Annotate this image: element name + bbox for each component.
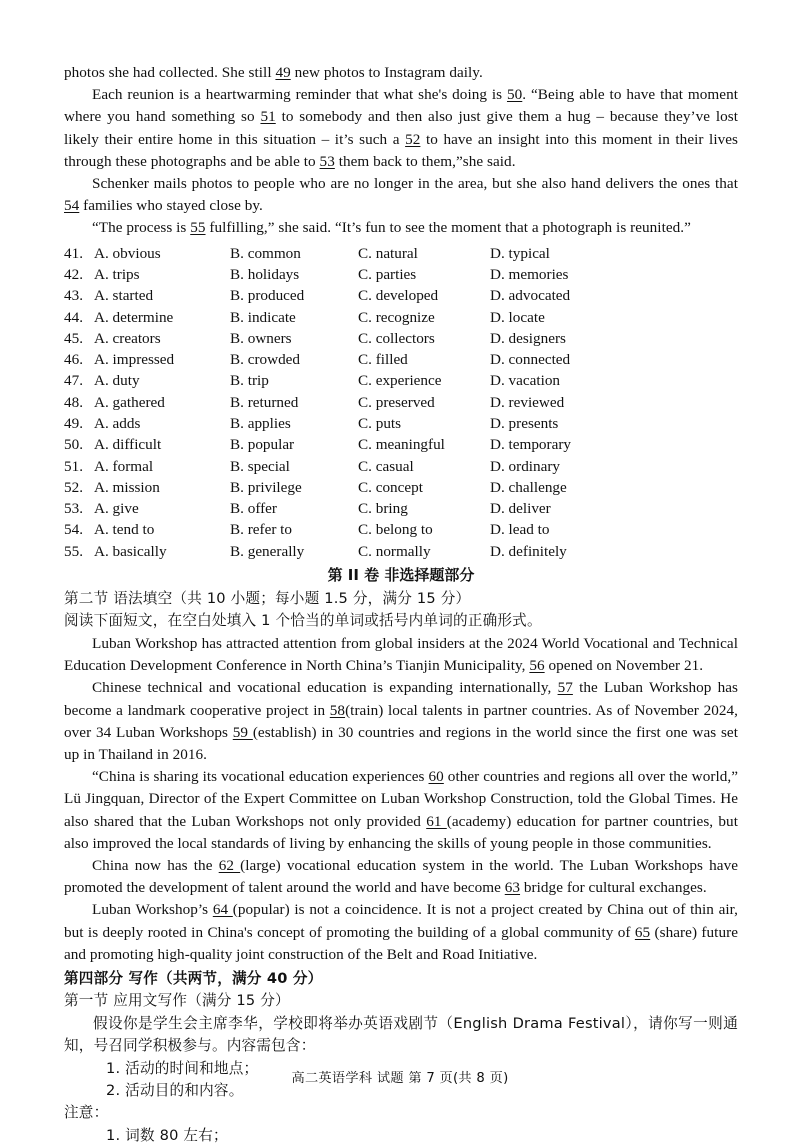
grammar-paragraph [64,855,738,899]
passage-text: the Luban Workshop has become a landmark cooperative project in [64,679,738,719]
mc-question-number: 52. [64,478,83,496]
passage-text: (large) vocational education system in the world. The Luban Workshops have promoted the development of talent around the world and have become [64,856,739,897]
mc-option-c[interactable]: C. natural [358,244,418,262]
mc-option-a[interactable]: A. duty [94,372,140,390]
mc-question-row [64,477,738,498]
writing-subsection-heading: 第一节 应用文写作（满分 15 分） [64,992,290,1010]
mc-option-d[interactable]: D. temporary [490,436,571,454]
mc-option-b[interactable]: B. refer to [230,521,292,539]
blank-number: 53 [319,152,335,170]
mc-option-b[interactable]: B. owners [230,329,292,347]
mc-option-a[interactable]: A. impressed [94,351,175,369]
passage-text: (popular) is not a coincidence. It is not a project created by China out of thin air, but is deeply rooted in China's concept of promoting the building of a global community of [64,901,739,941]
passage-paragraph [64,173,738,217]
passage-text: to somebody and then also just give them a hug – because they’ve lost likely their entire home in this situation – it’s such a [64,108,738,148]
mc-question-number: 46. [64,351,83,369]
passage-text: (train) local talents in partner countries. As of November 2024, over 34 Luban Workshops [64,701,738,741]
passage-paragraph [64,217,738,239]
mc-option-c[interactable]: C. bring [358,500,408,518]
mc-question-row [64,519,738,540]
mc-option-d[interactable]: D. designers [490,329,566,347]
passage-text: . “Being able to have that moment where you hand something so [64,86,739,126]
blank-number: 59 [232,723,253,741]
grammar-paragraph [64,633,738,677]
blank-number: 61 [426,812,447,830]
cloze-passage [64,62,738,240]
mc-question-row [64,370,738,391]
mc-option-b[interactable]: B. trip [230,372,269,390]
mc-question-row [64,264,738,285]
mc-option-c[interactable]: C. meaningful [358,436,445,454]
grammar-paragraph [64,766,738,855]
mc-question-number: 51. [64,457,83,475]
passage-text: fulfilling,” she said. “It’s fun to see the moment that a photograph is reunited.” [205,219,691,237]
mc-option-d[interactable]: D. typical [490,244,550,262]
mc-option-d[interactable]: D. lead to [490,521,550,539]
mc-option-b[interactable]: B. popular [230,436,295,454]
mc-option-b[interactable]: B. applies [230,415,291,432]
passage-paragraph [64,62,738,84]
blank-number: 63 [504,879,521,897]
blank-number: 55 [190,219,206,237]
passage-text: photos she had collected. She still [64,64,276,81]
mc-question-number: 41. [64,244,83,262]
mc-option-a[interactable]: A. give [94,500,139,518]
mc-option-b[interactable]: B. offer [230,500,277,518]
mc-option-a[interactable]: A. obvious [94,244,161,262]
mc-option-b[interactable]: B. crowded [230,351,301,369]
mc-question-row [64,285,738,306]
blank-number: 56 [529,657,545,675]
multiple-choice-list [64,243,738,562]
notes-label: 注意： [64,1104,109,1122]
mc-option-a[interactable]: A. difficult [94,436,162,454]
mc-question-row [64,434,738,455]
passage-text: “The process is [92,219,191,237]
mc-option-d[interactable]: D. vacation [490,372,561,390]
section-two-heading: 第二节 语法填空（共 10 小题；每小题 1.5 分，满分 15 分） [64,590,471,608]
writing-requirement-item: 2. 活动目的和内容。 [106,1081,244,1099]
mc-question-number: 49. [64,415,83,432]
passage-text: Luban Workshop has attracted attention from global insiders at the 2024 World Vocational and Technical Education Development Conference in North China’s Tianjin Municipality, [64,634,738,675]
mc-option-d[interactable]: D. reviewed [490,393,565,411]
mc-option-b[interactable]: B. returned [230,393,299,411]
grammar-passage [64,633,738,966]
mc-option-a[interactable]: A. trips [94,265,140,283]
mc-option-c[interactable]: C. recognize [358,308,435,326]
mc-option-a[interactable]: A. determine [94,308,174,326]
mc-question-row [64,243,738,264]
mc-option-c[interactable]: C. puts [358,415,402,432]
passage-text: (academy) education for partner countries, but also improved the local standards of living by enhancing the skills of young people in those communities. [64,812,738,852]
mc-option-a[interactable]: A. basically [94,542,167,560]
mc-option-c[interactable]: C. parties [358,265,417,283]
mc-question-number: 43. [64,287,83,305]
blank-number: 58 [329,701,346,719]
mc-option-a[interactable]: A. adds [94,415,141,432]
mc-option-b[interactable]: B. generally [230,542,305,560]
passage-text: new photos to Instagram daily. [290,64,483,81]
mc-option-c[interactable]: C. developed [358,287,439,305]
mc-option-b[interactable]: B. indicate [230,308,296,326]
mc-option-a[interactable]: A. gathered [94,393,165,411]
mc-option-c[interactable]: C. filled [358,351,408,369]
volume-two-heading: 第 II 卷 非选择题部分 [327,566,475,585]
blank-number: 50 [506,86,523,104]
mc-question-number: 50. [64,436,83,454]
mc-question-number: 47. [64,372,83,390]
passage-text: Chinese technical and vocational education is expanding internationally, [92,679,558,697]
passage-text: to have an insight into this moment in their lives through these photographs and be able to [64,130,738,170]
mc-option-b[interactable]: B. produced [230,287,305,305]
mc-option-c[interactable]: C. experience [358,372,442,390]
blank-number: 62 [218,856,241,874]
mc-question-row [64,456,738,477]
blank-number: 54 [64,197,80,215]
passage-text: Luban Workshop’s [92,901,213,919]
writing-notes [64,1125,738,1147]
mc-question-number: 53. [64,500,83,518]
mc-question-number: 55. [64,542,83,560]
mc-question-row [64,498,738,519]
blank-number: 65 [634,923,651,941]
mc-option-c[interactable]: C. preserved [358,393,435,411]
passage-text: them back to them,”she said. [334,152,516,170]
passage-text: (establish) in 30 countries and regions in the world since the first one was set up in Thailand in 2016. [64,723,738,763]
mc-option-d[interactable]: D. memories [490,265,569,283]
mc-option-d[interactable]: D. locate [490,308,545,326]
passage-text: other countries and regions all over the world,” Lü Jingquan, Director of the Expert Committee on Luban Workshop Construction, told the Global Times. He also shared that the Luban Workshops not only provided [64,768,738,830]
blank-number: 60 [428,768,444,786]
mc-option-d[interactable]: D. challenge [490,478,567,496]
writing-requirement-item: 1. 活动的时间和地点； [106,1059,259,1077]
grammar-paragraph [64,899,738,966]
mc-question-row [64,328,738,349]
mc-option-c[interactable]: C. collectors [358,329,435,347]
mc-question-number: 48. [64,393,83,411]
passage-text: Schenker mails photos to people who are no longer in the area, but she also hand delivers the ones that [92,175,738,193]
mc-option-a[interactable]: A. formal [94,457,154,475]
blank-number: 49 [275,64,291,81]
mc-option-a[interactable]: A. mission [94,478,160,496]
passage-text: families who stayed close by. [79,197,263,215]
mc-question-row [64,541,738,562]
mc-option-c[interactable]: C. normally [358,542,431,560]
mc-option-b[interactable]: B. holidays [230,265,300,283]
writing-note-item: 1. 词数 80 左右； [106,1126,228,1144]
blank-number: 51 [260,108,276,126]
mc-question-number: 54. [64,521,83,539]
passage-text: (share) future and promoting high-quality joint construction of the Belt and Road Initiative. [64,923,738,963]
page-footer: 高二英语学科 试题 第 7 页(共 8 页) [291,1071,509,1086]
writing-prompt: 假设你是学生会主席李华，学校即将举办英语戏剧节（English Drama Festival），请你写一则通知，号召同学积极参与。内容需包含： [64,1014,738,1055]
blank-number: 52 [405,130,421,148]
mc-option-d[interactable]: D. definitely [490,542,567,560]
mc-option-a[interactable]: A. creators [94,329,161,347]
blank-number: 57 [557,679,573,697]
mc-question-number: 45. [64,329,83,347]
mc-option-c[interactable]: C. casual [358,457,414,475]
section-two-instruction: 阅读下面短文，在空白处填入 1 个恰当的单词或括号内单词的正确形式。 [64,612,542,630]
passage-text: opened on November 21. [544,657,704,675]
mc-question-row [64,349,738,370]
mc-option-d[interactable]: D. presents [490,415,559,432]
mc-question-row [64,392,738,413]
mc-option-a[interactable]: A. tend to [94,521,155,539]
passage-text: Each reunion is a heartwarming reminder that what she's doing is [92,86,507,104]
mc-option-b[interactable]: B. special [230,457,290,475]
mc-option-c[interactable]: C. concept [358,478,423,496]
mc-option-a[interactable]: A. started [94,287,154,305]
mc-option-d[interactable]: D. connected [490,351,571,369]
blank-number: 64 [212,901,233,919]
mc-question-row [64,413,738,434]
passage-text: China now has the [92,856,219,874]
page-content [64,62,738,1147]
mc-option-d[interactable]: D. deliver [490,500,551,518]
passage-text: bridge for cultural exchanges. [520,879,707,897]
mc-option-c[interactable]: C. belong to [358,521,433,539]
mc-option-b[interactable]: B. common [230,244,301,262]
mc-question-number: 42. [64,265,83,283]
part-four-heading: 第四部分 写作（共两节，满分 40 分） [64,969,323,987]
passage-text: “China is sharing its vocational education experiences [92,768,429,786]
mc-option-d[interactable]: D. advocated [490,287,571,305]
passage-paragraph [64,84,738,173]
mc-option-d[interactable]: D. ordinary [490,457,561,475]
mc-question-row [64,307,738,328]
grammar-paragraph [64,677,738,766]
mc-question-number: 44. [64,308,83,326]
mc-option-b[interactable]: B. privilege [230,478,302,496]
